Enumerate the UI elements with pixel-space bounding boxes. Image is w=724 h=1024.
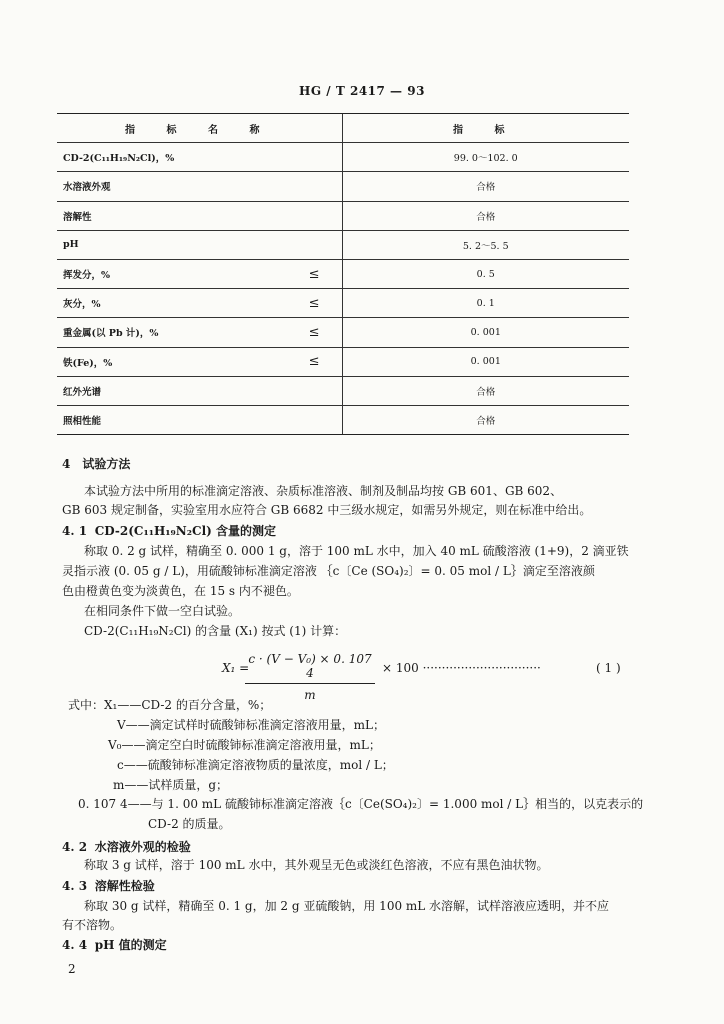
section-title: 溶解性检验 [94,879,155,893]
s41-para-line-3: 色由橙黄色变为淡黄色，在 15 s 内不褪色。 [62,584,299,598]
row-name: 铁(Fe)，% [63,357,113,369]
col-header-name: 指 标 名 称 [57,114,342,143]
section-4-title: 4 试验方法 [62,457,131,471]
table-row [57,347,629,376]
row-name: 照相性能 [63,415,102,427]
standard-code-header: HG / T 2417 — 93 [299,84,425,98]
row-name: 溶解性 [63,211,92,223]
s41-para-line-1: 称取 0. 2 g 试样，精确至 0. 000 1 g，溶于 100 mL 水中，加入 40 mL 硫酸溶液 (1+9)，2 滴亚铁 [84,544,629,558]
row-value: 0. 5 [342,259,629,288]
row-value: 合格 [342,405,629,434]
row-value: 0. 001 [342,347,629,376]
specification-table [57,113,629,435]
row-value: 0. 001 [342,318,629,347]
section-4-intro-line-1: 本试验方法中所用的标准滴定溶液、杂质标准溶液、制剂及制品均按 GB 601、GB 602、 [84,484,563,498]
row-name: pH [63,239,79,251]
formula-lhs: X₁ = [222,661,250,675]
col-header-value: 指 标 [342,114,629,143]
page-number: 2 [68,962,76,976]
section-title: pH 值的测定 [94,938,167,952]
where-item: 0. 107 4——与 1. 00 mL 硫酸铈标准滴定溶液｛c〔Ce(SO₄)₂〕= 1.000 mol / L｝相当的，以克表示的 [78,797,644,811]
row-name: 挥发分，% [63,270,111,282]
table-row [57,172,629,201]
where-item: m——试样质量，g； [113,778,229,792]
table-row [57,201,629,230]
row-value: 合格 [342,172,629,201]
row-value: 5. 2～5. 5 [342,230,629,259]
row-name: CD-2(C₁₁H₁₉N₂Cl)，% [63,153,175,165]
row-value: 合格 [342,376,629,405]
table-row [57,405,629,434]
formula-number: ( 1 ) [596,661,621,675]
s43-para-line-1: 称取 30 g 试样，精确至 0. 1 g，加 2 g 亚硫酸钠，用 100 mL 水溶解，试样溶液应透明，并不应 [84,899,610,913]
row-name: 灰分，% [63,299,101,311]
row-operator: ≤ [308,354,320,370]
where-item: c——硫酸铈标准滴定溶液物质的量浓度，mol / L； [117,758,394,772]
table-header-row [57,114,629,143]
section-4-4-heading [62,938,167,953]
where-item: 式中：X₁——CD-2 的百分含量，%； [68,698,272,712]
section-number: 4. 2 [62,840,88,854]
table-row [57,230,629,259]
section-number: 4. 3 [62,879,88,893]
formula-fraction [245,652,375,702]
section-4-2-heading [62,840,191,855]
section-title: CD-2(C₁₁H₁₉N₂Cl) 含量的测定 [94,524,276,538]
table-row [57,143,629,172]
table-row [57,289,629,318]
row-operator: ≤ [308,295,320,311]
s41-para-line-5: CD-2(C₁₁H₁₉N₂Cl) 的含量 (X₁) 按式 (1) 计算： [84,624,347,638]
row-value: 合格 [342,201,629,230]
table-row [57,376,629,405]
row-operator: ≤ [308,324,320,340]
where-item: V——滴定试样时硫酸铈标准滴定溶液用量，mL； [117,718,386,732]
formula-denominator: m [304,688,316,702]
section-number: 4. 4 [62,938,88,952]
row-value: 0. 1 [342,289,629,318]
table-row [57,259,629,288]
section-4-1-heading [62,524,276,539]
row-value: 99. 0～102. 0 [342,143,629,172]
where-item: CD-2 的质量。 [148,817,231,831]
s43-para-line-2: 有不溶物。 [62,918,123,932]
s41-para-line-4: 在相同条件下做一空白试验。 [84,604,241,618]
section-4-intro-line-2: GB 603 规定制备，实验室用水应符合 GB 6682 中三级水规定，如需另外规定，则在标准中给出。 [62,503,592,517]
row-name: 水溶液外观 [63,182,111,194]
section-title: 水溶液外观的检验 [94,840,191,854]
where-item: V₀——滴定空白时硫酸铈标准滴定溶液用量，mL； [108,738,381,752]
row-name: 红外光谱 [63,386,102,398]
section-number: 4. 1 [62,524,88,538]
s41-para-line-2: 灵指示液 (0. 05 g / L)，用硫酸铈标准滴定溶液 ｛c〔Ce (SO₄)₂〕= 0. 05 mol / L｝滴定至溶液颜 [62,564,595,578]
section-4-3-heading [62,879,155,894]
formula-numerator: c · (V − V₀) × 0. 107 4 [245,652,375,684]
row-operator: ≤ [308,266,320,282]
s42-para: 称取 3 g 试样，溶于 100 mL 水中，其外观呈无色或淡红色溶液，不应有黑色油状物。 [84,858,549,872]
row-name: 重金属(以 Pb 计)，% [63,328,159,340]
table-row [57,318,629,347]
formula-tail: × 100 ······························· [382,661,541,675]
